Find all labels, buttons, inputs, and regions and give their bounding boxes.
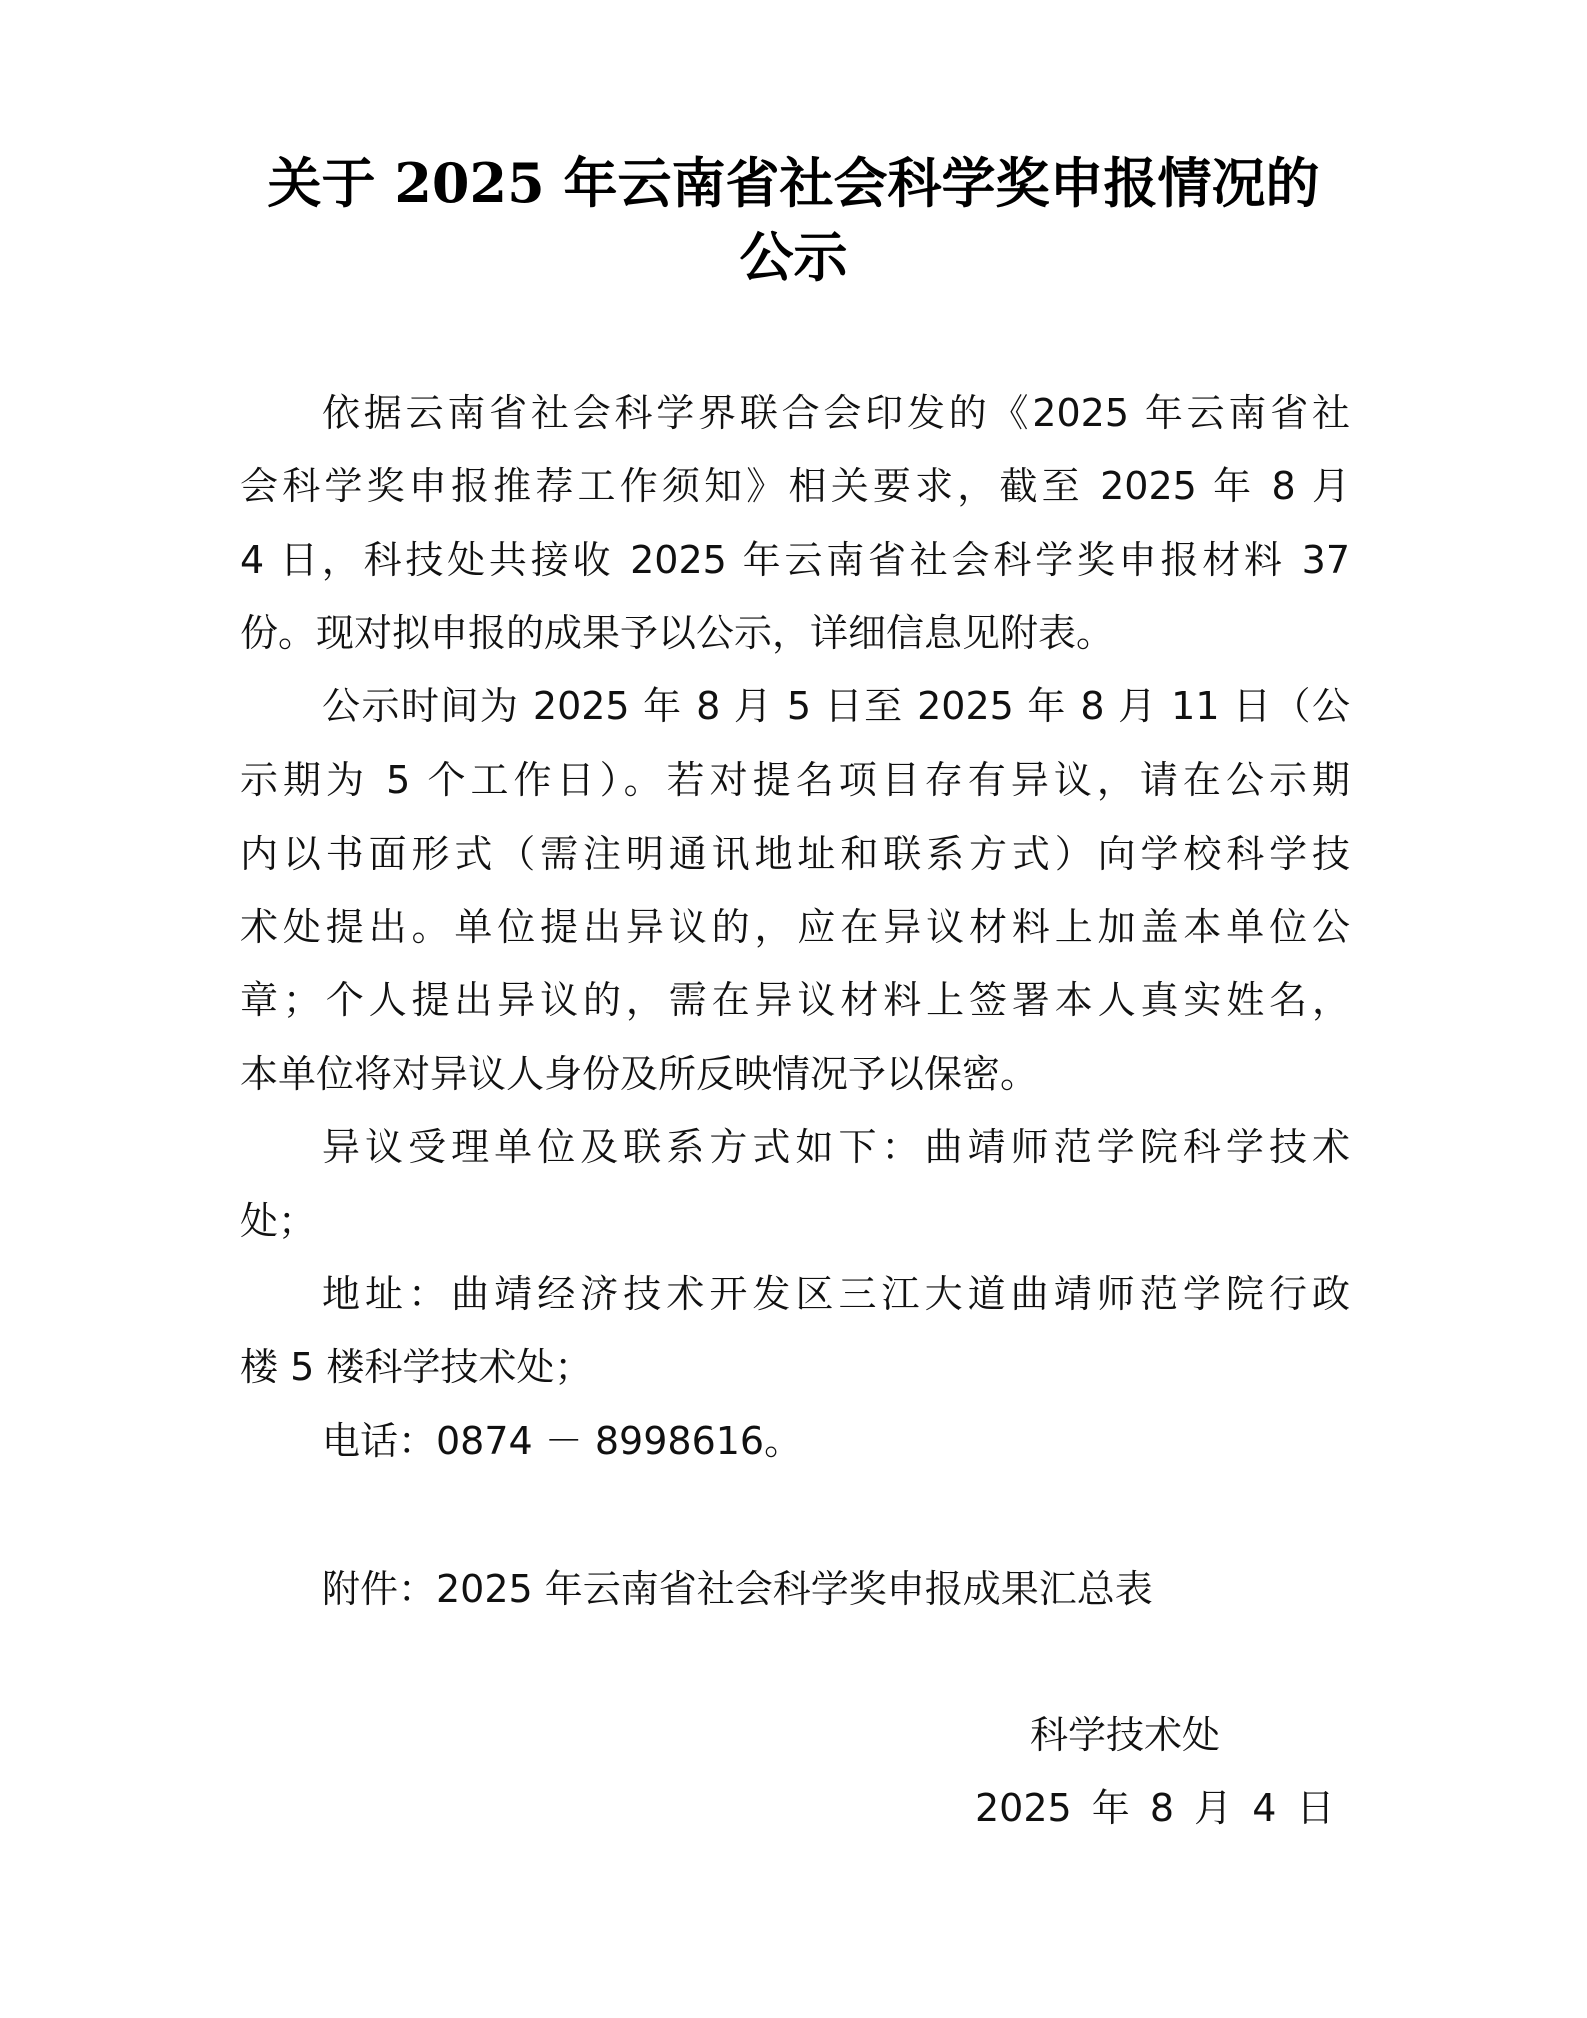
text-line: 本单位将对异议人身份及所反映情况予以保密。 [240, 1052, 1039, 1096]
text-line: 依据云南省社会科学界联合会印发的《2025 年云南省社 [322, 391, 1350, 435]
document-title-line-1: 关于 2025 年云南省社会科学奖申报情况的 [267, 151, 1320, 215]
text-line: 章；个人提出异议的，需在异议材料上签署本人真实姓名， [240, 978, 1350, 1022]
text-line: 处； [240, 1199, 317, 1243]
text-line: 地址：曲靖经济技术开发区三江大道曲靖师范学院行政 [322, 1272, 1350, 1316]
text-line: 术处提出。单位提出异议的，应在异议材料上加盖本单位公 [240, 905, 1350, 949]
document-title-line-2: 公示 [739, 225, 848, 289]
text-line: 楼 5 楼科学技术处； [240, 1345, 593, 1389]
text-line: 4 日，科技处共接收 2025 年云南省社会科学奖申报材料 37 [240, 538, 1350, 582]
attachment-line: 附件：2025 年云南省社会科学奖申报成果汇总表 [322, 1567, 1153, 1611]
text-line: 示期为 5 个工作日）。若对提名项目存有异议，请在公示期 [240, 758, 1350, 802]
phone-line: 电话：0874 － 8998616。 [322, 1419, 803, 1463]
signature-department: 科学技术处 [1030, 1713, 1221, 1757]
text-line: 会科学奖申报推荐工作须知》相关要求，截至 2025 年 8 月 [240, 464, 1350, 508]
text-line: 异议受理单位及联系方式如下：曲靖师范学院科学技术 [322, 1125, 1350, 1169]
signature-date: 2025 年 8 月 4 日 [975, 1786, 1335, 1830]
text-line: 份。现对拟申报的成果予以公示，详细信息见附表。 [240, 611, 1115, 655]
text-line: 公示时间为 2025 年 8 月 5 日至 2025 年 8 月 11 日（公 [322, 684, 1350, 728]
text-line: 内以书面形式（需注明通讯地址和联系方式）向学校科学技 [240, 832, 1350, 876]
